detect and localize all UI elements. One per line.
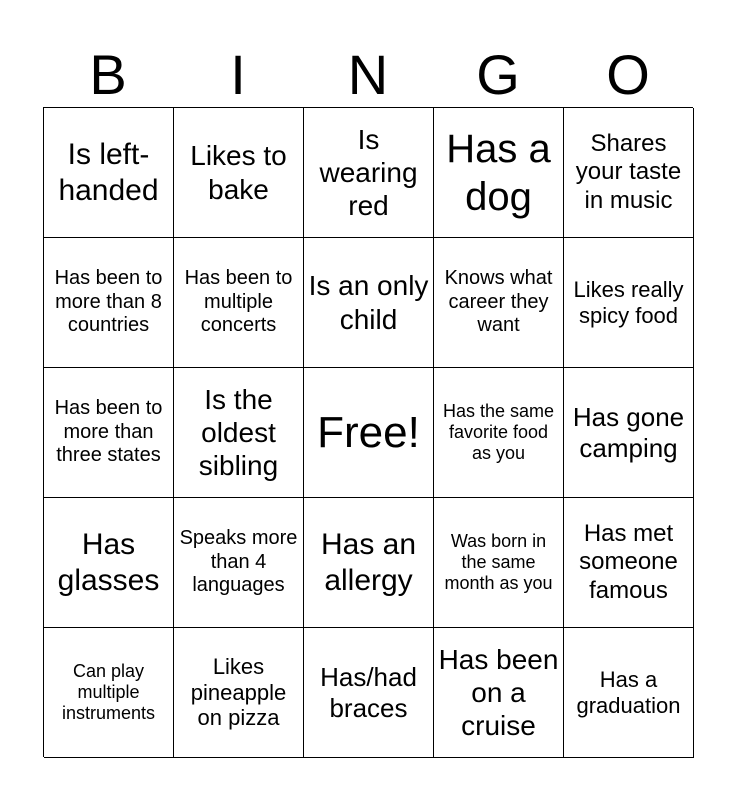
- bingo-cell[interactable]: Has/had braces: [304, 628, 434, 758]
- header-letter-g: G: [476, 43, 520, 106]
- bingo-cell[interactable]: Has an allergy: [304, 498, 434, 628]
- bingo-cell[interactable]: Is an only child: [304, 238, 434, 368]
- bingo-cell[interactable]: Likes pineapple on pizza: [174, 628, 304, 758]
- header-letter-o: O: [606, 43, 650, 106]
- bingo-cell[interactable]: Is the oldest sibling: [174, 368, 304, 498]
- bingo-cell[interactable]: Was born in the same month as you: [434, 498, 564, 628]
- bingo-cell[interactable]: Knows what career they want: [434, 238, 564, 368]
- bingo-cell[interactable]: Has been to more than three states: [44, 368, 174, 498]
- free-space-cell[interactable]: Free!: [304, 368, 434, 498]
- bingo-cell[interactable]: Has a graduation: [564, 628, 694, 758]
- bingo-cell[interactable]: Has glasses: [44, 498, 174, 628]
- header-letter-n: N: [347, 43, 389, 106]
- bingo-cell[interactable]: Is wearing red: [304, 108, 434, 238]
- bingo-cell[interactable]: Has been to more than 8 countries: [44, 238, 174, 368]
- bingo-header: [43, 44, 693, 106]
- bingo-cell[interactable]: Has a dog: [434, 108, 564, 238]
- bingo-cell[interactable]: Has gone camping: [564, 368, 694, 498]
- bingo-cell[interactable]: Likes really spicy food: [564, 238, 694, 368]
- bingo-cell[interactable]: Shares your taste in music: [564, 108, 694, 238]
- bingo-board: [43, 107, 693, 757]
- bingo-cell[interactable]: Is left-handed: [44, 108, 174, 238]
- bingo-cell[interactable]: Has the same favorite food as you: [434, 368, 564, 498]
- header-letter-i: I: [230, 43, 246, 106]
- bingo-cell[interactable]: Likes to bake: [174, 108, 304, 238]
- bingo-cell[interactable]: Has met someone famous: [564, 498, 694, 628]
- bingo-cell[interactable]: Can play multiple instruments: [44, 628, 174, 758]
- bingo-cell[interactable]: Has been on a cruise: [434, 628, 564, 758]
- bingo-cell[interactable]: Has been to multiple concerts: [174, 238, 304, 368]
- bingo-cell[interactable]: Speaks more than 4 languages: [174, 498, 304, 628]
- header-letter-b: B: [89, 43, 127, 106]
